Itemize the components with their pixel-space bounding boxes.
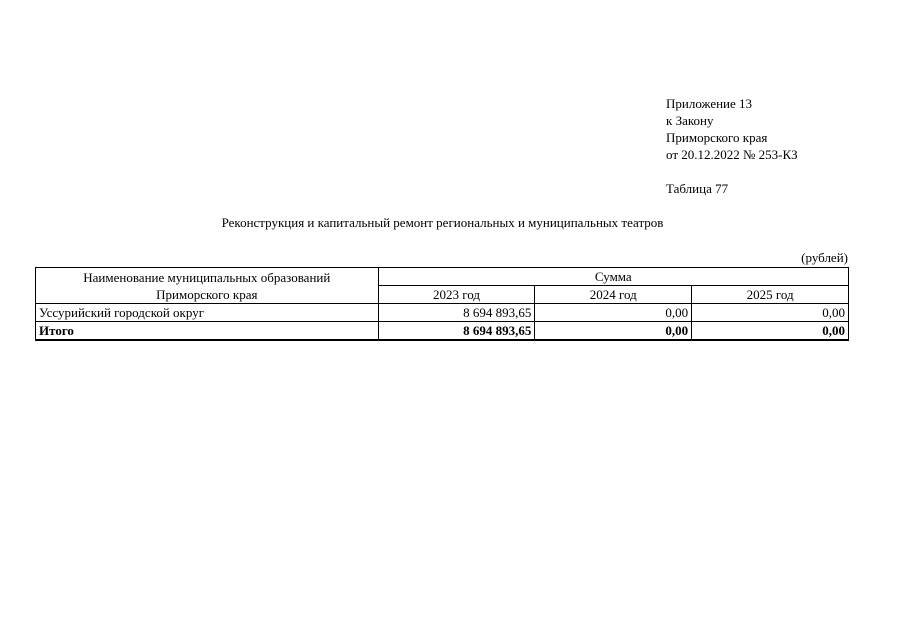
table-number: Таблица 77 — [666, 181, 729, 196]
municipality-column-header — [36, 268, 379, 304]
total-2025: 0,00 — [692, 322, 849, 341]
year-header-2025: 2025 год — [692, 286, 849, 304]
law-date-number: от 20.12.2022 № 253-КЗ — [666, 147, 798, 162]
budget-table — [35, 267, 849, 341]
sum-column-header: Сумма — [378, 268, 848, 286]
document-header — [666, 95, 798, 163]
total-row — [36, 322, 849, 341]
municipality-name: Уссурийский городской округ — [36, 304, 379, 322]
table-header-row — [36, 268, 849, 286]
total-label: Итого — [36, 322, 379, 341]
value-2025: 0,00 — [692, 304, 849, 322]
value-2024: 0,00 — [535, 304, 692, 322]
year-header-2024: 2024 год — [535, 286, 692, 304]
value-2023: 8 694 893,65 — [378, 304, 535, 322]
units-label: (рублей) — [801, 250, 848, 265]
total-2024: 0,00 — [535, 322, 692, 341]
appendix-label: Приложение 13 — [666, 96, 753, 111]
total-2023: 8 694 893,65 — [378, 322, 535, 341]
municipality-header-line2: Приморского края — [156, 286, 258, 302]
year-header-2023: 2023 год — [378, 286, 535, 304]
municipality-header-line1: Наименование муниципальных образований — [83, 269, 331, 285]
law-reference: к Закону — [666, 113, 714, 128]
region-name: Приморского края — [666, 130, 768, 145]
table-row — [36, 304, 849, 322]
document-title: Реконструкция и капитальный ремонт региональных и муниципальных театров — [221, 215, 664, 230]
